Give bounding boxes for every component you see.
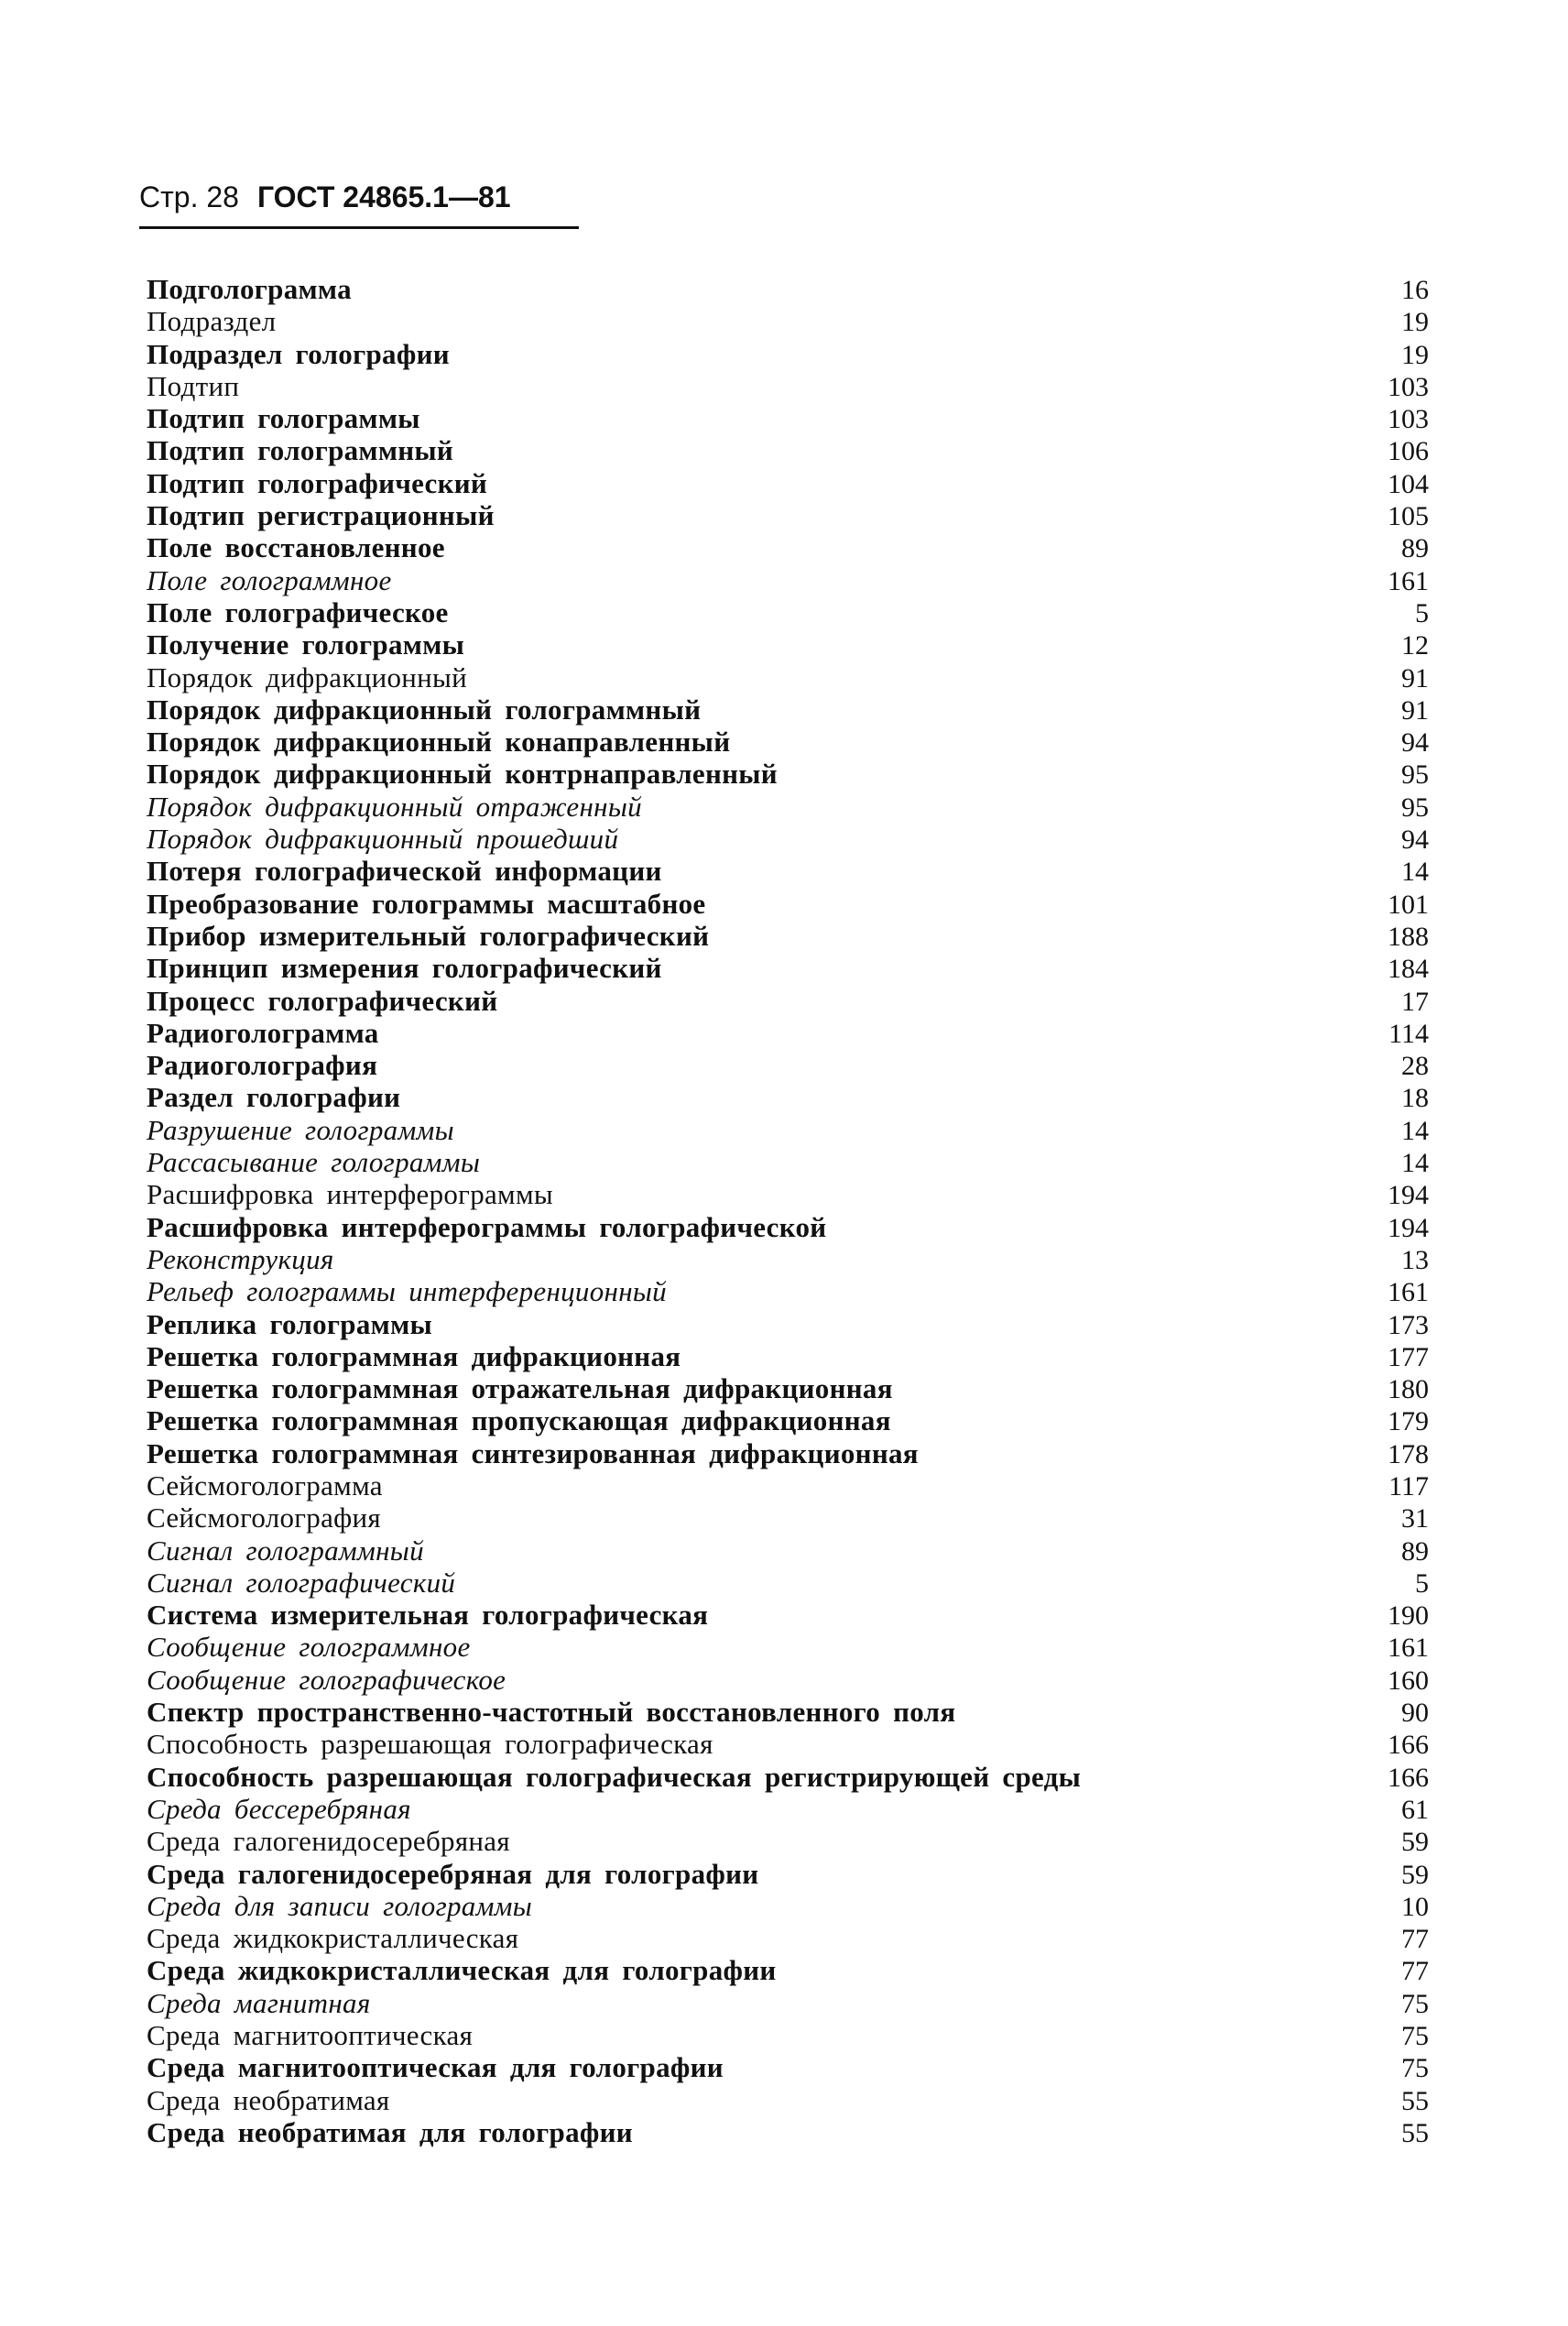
index-page-number: 55 bbox=[1401, 2117, 1429, 2148]
index-entry bbox=[147, 1631, 1429, 1663]
index-entry bbox=[147, 823, 1429, 855]
index-page-number: 59 bbox=[1401, 1859, 1429, 1890]
index-term: Сейсмоголография bbox=[147, 1502, 381, 1534]
index-entry bbox=[147, 1243, 1429, 1275]
index-entry bbox=[147, 952, 1429, 984]
index-page-number: 194 bbox=[1388, 1212, 1429, 1243]
index-term: Сигнал голограммный bbox=[147, 1534, 424, 1567]
index-page-number: 166 bbox=[1388, 1762, 1429, 1793]
index-page-number: 89 bbox=[1401, 1535, 1429, 1567]
index-page-number: 19 bbox=[1401, 307, 1429, 338]
index-term: Подраздел голографии bbox=[147, 337, 450, 370]
index-term: Радиоголография bbox=[147, 1049, 378, 1082]
index-page-number: 106 bbox=[1388, 436, 1429, 467]
index-term: Подраздел bbox=[147, 305, 277, 338]
index-term: Среда магнитная bbox=[147, 1986, 371, 2019]
index-entry bbox=[147, 985, 1429, 1017]
index-page-number: 91 bbox=[1401, 662, 1429, 693]
index-term: Способность разрешающая голографическая регистрирующей среды bbox=[147, 1760, 1082, 1793]
index-entry bbox=[147, 2084, 1429, 2116]
index-term: Подголограмма bbox=[147, 273, 352, 305]
index-term: Рассасывание голограммы bbox=[147, 1146, 481, 1179]
index-term: Среда бессеребряная bbox=[147, 1792, 411, 1825]
index-term: Потеря голографической информации bbox=[147, 855, 662, 888]
index-term: Решетка голограммная пропускающая дифракционная bbox=[147, 1404, 891, 1437]
index-term: Раздел голографии bbox=[147, 1081, 401, 1114]
index-entry bbox=[147, 920, 1429, 952]
index-term: Принцип измерения голографический bbox=[147, 952, 662, 985]
index-entry bbox=[147, 305, 1429, 337]
index-entry bbox=[147, 1211, 1429, 1243]
index-page-number: 28 bbox=[1401, 1051, 1429, 1082]
index-term: Подтип голографический bbox=[147, 466, 488, 499]
index-page-number: 190 bbox=[1388, 1600, 1429, 1632]
index-page-number: 161 bbox=[1388, 1277, 1429, 1308]
index-entry bbox=[147, 758, 1429, 790]
index-term: Сообщение голограммное bbox=[147, 1631, 471, 1664]
index-entry bbox=[147, 791, 1429, 823]
index-term: Сигнал голографический bbox=[147, 1566, 456, 1599]
index-page-number: 12 bbox=[1401, 630, 1429, 661]
index-page-number: 10 bbox=[1401, 1891, 1429, 1922]
standard-code: ГОСТ 24865.1—81 bbox=[256, 180, 511, 213]
index-page-number: 160 bbox=[1388, 1665, 1429, 1696]
index-entry bbox=[147, 1275, 1429, 1307]
index-term: Подтип голограммный bbox=[147, 434, 454, 467]
index-page-number: 16 bbox=[1401, 275, 1429, 305]
index-term: Среда магнитооптическая bbox=[147, 2019, 474, 2052]
index-page-number: 178 bbox=[1388, 1438, 1429, 1469]
index-page-number: 188 bbox=[1388, 921, 1429, 952]
index-page-number: 104 bbox=[1388, 468, 1429, 499]
index-term: Среда необратимая для голографии bbox=[147, 2115, 633, 2148]
index-entry bbox=[147, 1728, 1429, 1760]
index-term: Порядок дифракционный отраженный bbox=[147, 790, 642, 823]
index-entry bbox=[147, 855, 1429, 887]
index-term: Разрушение голограммы bbox=[147, 1113, 454, 1146]
index-entry bbox=[147, 1469, 1429, 1502]
index-entry bbox=[147, 1696, 1429, 1728]
index-entry bbox=[147, 1340, 1429, 1372]
index-entry bbox=[147, 338, 1429, 370]
index-term: Порядок дифракционный контрнаправленный bbox=[147, 758, 778, 791]
index-term: Поле восстановленное bbox=[147, 531, 445, 564]
index-term: Спектр пространственно-частотный восстановленного поля bbox=[147, 1696, 956, 1729]
index-entry bbox=[147, 1502, 1429, 1534]
index-entry bbox=[147, 1987, 1429, 2019]
index-page-number: 75 bbox=[1401, 2021, 1429, 2052]
index-entry bbox=[147, 1049, 1429, 1081]
index-entry bbox=[147, 531, 1429, 563]
index-entry bbox=[147, 661, 1429, 693]
index-term: Подтип голограммы bbox=[147, 402, 420, 435]
index-page-number: 117 bbox=[1388, 1470, 1429, 1502]
index-entry bbox=[147, 596, 1429, 628]
index-term: Среда галогенидосеребряная для голографии bbox=[147, 1857, 759, 1890]
index-entry bbox=[147, 1081, 1429, 1113]
index-term: Подтип bbox=[147, 369, 240, 402]
index-page-number: 5 bbox=[1415, 597, 1429, 628]
index-entry bbox=[147, 2019, 1429, 2051]
index-term: Порядок дифракционный конаправленный bbox=[147, 726, 731, 759]
index-entry bbox=[147, 273, 1429, 305]
page-header bbox=[139, 180, 511, 214]
index-term: Способность разрешающая голографическая bbox=[147, 1728, 713, 1761]
index-term: Среда необратимая bbox=[147, 2083, 390, 2116]
index-entry bbox=[147, 402, 1429, 434]
index-page-number: 179 bbox=[1388, 1406, 1429, 1437]
index-page-number: 77 bbox=[1401, 1924, 1429, 1955]
index-entry bbox=[147, 370, 1429, 402]
index-term: Прибор измерительный голографический bbox=[147, 919, 710, 952]
index-entry bbox=[147, 1599, 1429, 1631]
index-entry bbox=[147, 1954, 1429, 1986]
index-entry bbox=[147, 467, 1429, 499]
index-page-number: 95 bbox=[1401, 792, 1429, 823]
index-page-number: 94 bbox=[1401, 824, 1429, 856]
index-term: Решетка голограммная отражательная дифракционная bbox=[147, 1372, 893, 1405]
index-page-number: 173 bbox=[1388, 1309, 1429, 1340]
index-entry bbox=[147, 628, 1429, 661]
index-page-number: 94 bbox=[1401, 727, 1429, 759]
index-page-number: 19 bbox=[1401, 339, 1429, 370]
index-page-number: 161 bbox=[1388, 1633, 1429, 1664]
index-entry bbox=[147, 1825, 1429, 1857]
index-entry bbox=[147, 1017, 1429, 1049]
index-page-number: 184 bbox=[1388, 954, 1429, 985]
index-page-number: 161 bbox=[1388, 565, 1429, 596]
index-term: Радиоголограмма bbox=[147, 1016, 379, 1049]
index-page-number: 194 bbox=[1388, 1180, 1429, 1211]
index-term: Расшифровка интерферограммы bbox=[147, 1178, 554, 1211]
index-entry bbox=[147, 2051, 1429, 2083]
index-entry bbox=[147, 1146, 1429, 1178]
index-entry bbox=[147, 1793, 1429, 1825]
index-page-number: 59 bbox=[1401, 1827, 1429, 1858]
index-term: Получение голограммы bbox=[147, 628, 465, 661]
index-term: Среда для записи голограммы bbox=[147, 1889, 533, 1922]
index-term: Процесс голографический bbox=[147, 984, 498, 1017]
index-page-number: 75 bbox=[1401, 1988, 1429, 2019]
index-page-number: 31 bbox=[1401, 1503, 1429, 1534]
index-term: Сообщение голографическое bbox=[147, 1663, 506, 1696]
index-entry bbox=[147, 726, 1429, 758]
index-page-number: 114 bbox=[1388, 1018, 1429, 1049]
index-entry bbox=[147, 1437, 1429, 1469]
index-term: Среда магнитооптическая для голографии bbox=[147, 2051, 724, 2084]
index-entry bbox=[147, 1858, 1429, 1890]
index-term: Решетка голограммная дифракционная bbox=[147, 1339, 681, 1372]
index-page-number: 13 bbox=[1401, 1244, 1429, 1275]
index-term: Поле голографическое bbox=[147, 595, 449, 628]
index-term: Расшифровка интерферограммы голографической bbox=[147, 1210, 827, 1243]
index-term: Подтип регистрационный bbox=[147, 499, 495, 532]
index-page-number: 90 bbox=[1401, 1698, 1429, 1729]
index-entry bbox=[147, 1534, 1429, 1567]
index-entry bbox=[147, 1664, 1429, 1696]
index-term: Среда жидкокристаллическая для голографии bbox=[147, 1954, 777, 1987]
index-page-number: 103 bbox=[1388, 404, 1429, 435]
index-entry bbox=[147, 1372, 1429, 1404]
index-entry bbox=[147, 564, 1429, 596]
index-page-number: 103 bbox=[1388, 371, 1429, 402]
index-term: Решетка голограммная синтезированная дифракционная bbox=[147, 1436, 919, 1469]
index-term: Реплика голограммы bbox=[147, 1307, 432, 1340]
index-term: Рельеф голограммы интерференционный bbox=[147, 1275, 667, 1308]
index-page-number: 55 bbox=[1401, 2085, 1429, 2116]
index-page-number: 77 bbox=[1401, 1956, 1429, 1987]
index-entry bbox=[147, 1404, 1429, 1436]
index-term: Порядок дифракционный голограммный bbox=[147, 693, 702, 726]
index-term: Порядок дифракционный прошедший bbox=[147, 823, 619, 856]
index-page-number: 91 bbox=[1401, 694, 1429, 726]
header-rule bbox=[139, 226, 579, 229]
index-page-number: 177 bbox=[1388, 1341, 1429, 1372]
page-number-label: Стр. 28 bbox=[139, 180, 239, 213]
index-term: Система измерительная голографическая bbox=[147, 1599, 709, 1632]
index-term: Поле голограммное bbox=[147, 563, 392, 596]
index-page-number: 14 bbox=[1401, 1148, 1429, 1179]
index-page-number: 166 bbox=[1388, 1730, 1429, 1761]
index-page-number: 5 bbox=[1415, 1567, 1429, 1599]
index-page-number: 105 bbox=[1388, 501, 1429, 532]
index-entry bbox=[147, 1761, 1429, 1793]
index-entry bbox=[147, 499, 1429, 531]
index-term: Среда галогенидосеребряная bbox=[147, 1825, 510, 1858]
index-entry bbox=[147, 1308, 1429, 1340]
index-entry bbox=[147, 1922, 1429, 1954]
index-page-number: 75 bbox=[1401, 2053, 1429, 2084]
index-term: Реконструкция bbox=[147, 1242, 334, 1275]
index-page-number: 14 bbox=[1401, 1115, 1429, 1146]
index-entry bbox=[147, 693, 1429, 726]
index-page-number: 180 bbox=[1388, 1374, 1429, 1405]
index-entry bbox=[147, 2116, 1429, 2148]
index-page-number: 17 bbox=[1401, 986, 1429, 1017]
index-entry bbox=[147, 434, 1429, 466]
index-page-number: 14 bbox=[1401, 857, 1429, 888]
index-entry bbox=[147, 1890, 1429, 1922]
index-page-number: 61 bbox=[1401, 1794, 1429, 1825]
index-page-number: 95 bbox=[1401, 759, 1429, 791]
index-term: Сейсмоголограмма bbox=[147, 1469, 383, 1502]
index-term: Преобразование голограммы масштабное bbox=[147, 887, 706, 920]
term-index-list bbox=[147, 273, 1429, 2148]
index-entry bbox=[147, 1178, 1429, 1210]
index-entry bbox=[147, 1114, 1429, 1146]
index-term: Порядок дифракционный bbox=[147, 661, 468, 693]
index-page-number: 89 bbox=[1401, 533, 1429, 564]
index-term: Среда жидкокристаллическая bbox=[147, 1922, 519, 1955]
index-page-number: 101 bbox=[1388, 889, 1429, 920]
index-entry bbox=[147, 888, 1429, 920]
index-page-number: 18 bbox=[1401, 1083, 1429, 1114]
index-entry bbox=[147, 1567, 1429, 1599]
